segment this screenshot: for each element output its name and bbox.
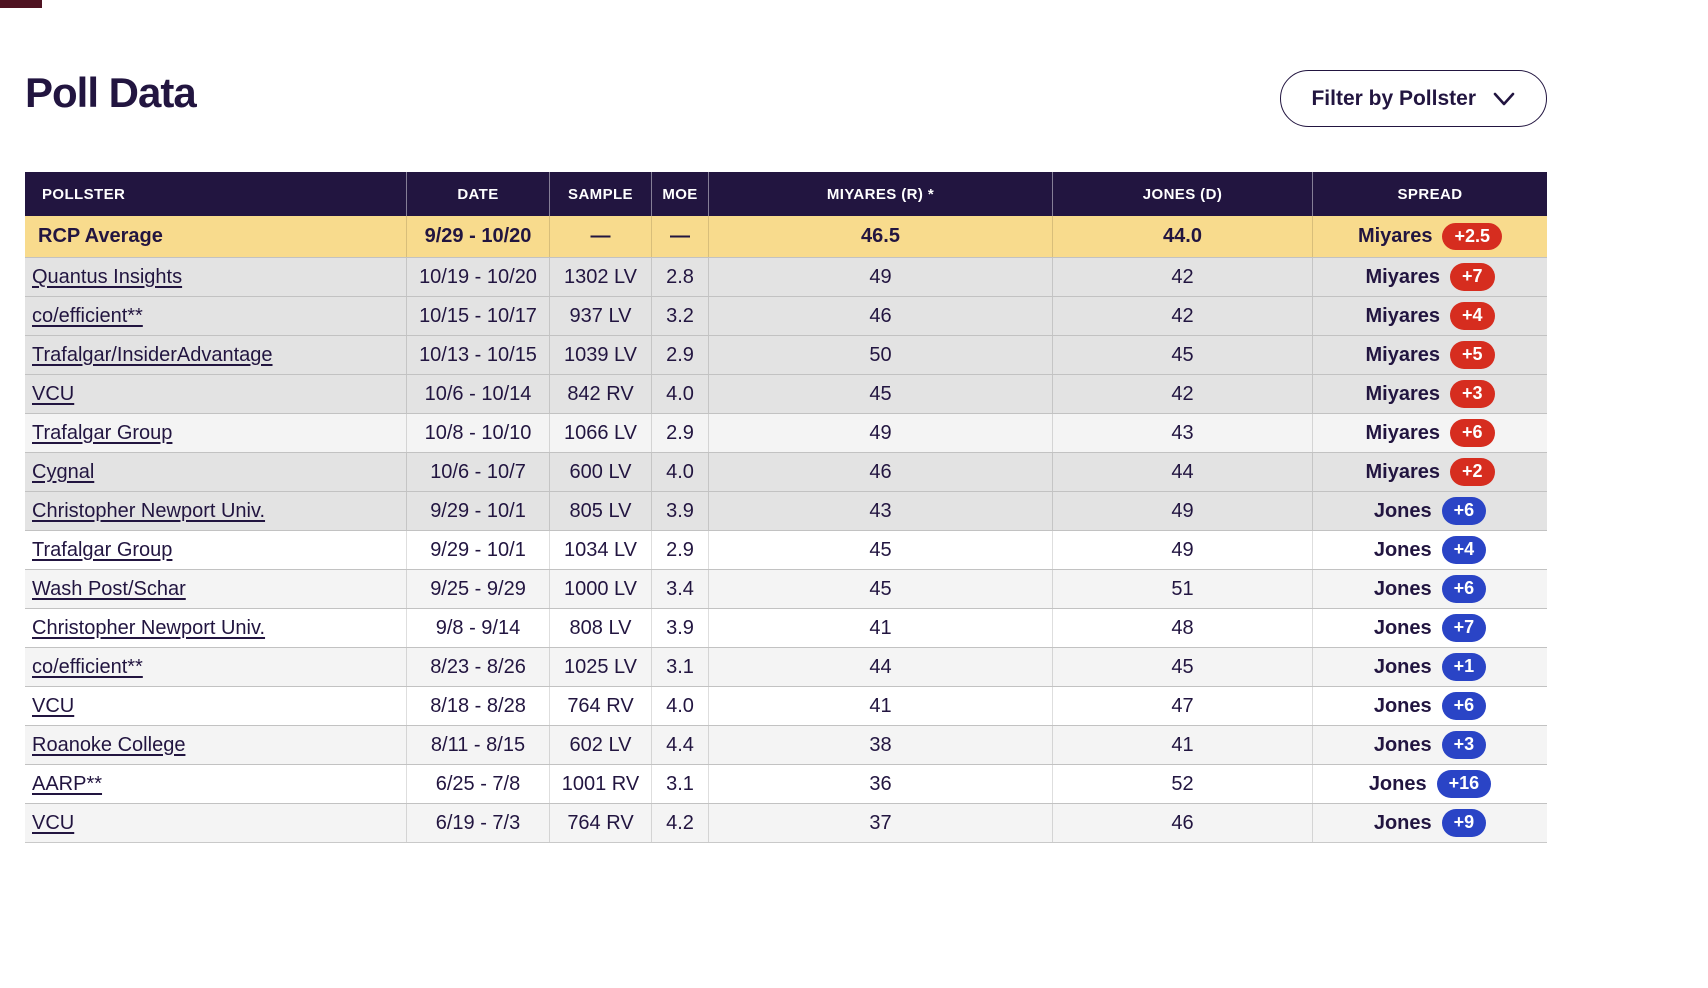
table-row [25, 530, 1547, 569]
pollster-cell [25, 492, 406, 530]
column-header-spread: SPREAD [1312, 172, 1547, 216]
sample-cell: 1025 LV [549, 648, 651, 686]
pollster-link[interactable]: co/efficient** [32, 304, 143, 327]
jones-cell: 42 [1052, 375, 1312, 413]
spread-leader: Jones [1373, 538, 1432, 561]
moe-cell: 3.1 [651, 765, 708, 803]
jones-cell: 49 [1052, 492, 1312, 530]
date-cell: 10/6 - 10/7 [406, 453, 549, 491]
average-date-cell: 9/29 - 10/20 [406, 216, 549, 257]
pollster-cell [25, 453, 406, 491]
miyares-cell: 50 [708, 336, 1052, 374]
spread-cell [1312, 258, 1547, 296]
table-row [25, 491, 1547, 530]
jones-cell: 49 [1052, 531, 1312, 569]
table-row [25, 374, 1547, 413]
table-row [25, 296, 1547, 335]
table-row [25, 569, 1547, 608]
table-row [25, 257, 1547, 296]
sample-cell: 600 LV [549, 453, 651, 491]
spread-leader: Jones [1368, 772, 1427, 795]
sample-cell: 602 LV [549, 726, 651, 764]
pollster-cell [25, 336, 406, 374]
sample-cell: 805 LV [549, 492, 651, 530]
pollster-link[interactable]: VCU [32, 694, 75, 717]
miyares-cell: 45 [708, 531, 1052, 569]
pollster-cell [25, 648, 406, 686]
jones-cell: 52 [1052, 765, 1312, 803]
spread-badge: +6 [1450, 419, 1495, 447]
spread-cell [1312, 297, 1547, 335]
poll-table [25, 172, 1547, 843]
spread-leader: Jones [1373, 655, 1432, 678]
pollster-link[interactable]: Cygnal [32, 460, 95, 483]
filter-button-label: Filter by Pollster [1311, 86, 1476, 110]
date-cell: 9/8 - 9/14 [406, 609, 549, 647]
date-cell: 6/25 - 7/8 [406, 765, 549, 803]
pollster-link[interactable]: Trafalgar/InsiderAdvantage [32, 343, 273, 366]
spread-leader: Miyares [1365, 460, 1440, 483]
moe-cell: 2.9 [651, 531, 708, 569]
moe-cell: 4.0 [651, 687, 708, 725]
moe-cell: 3.1 [651, 648, 708, 686]
sample-cell: 1302 LV [549, 258, 651, 296]
pollster-cell [25, 375, 406, 413]
moe-cell: 3.4 [651, 570, 708, 608]
moe-cell: 3.9 [651, 609, 708, 647]
page-title: Poll Data [25, 69, 196, 116]
table-row [25, 725, 1547, 764]
spread-badge: +16 [1437, 770, 1492, 798]
jones-cell: 42 [1052, 258, 1312, 296]
spread-leader: Miyares [1365, 382, 1440, 405]
spread-leader: Miyares [1357, 225, 1433, 247]
spread-leader: Miyares [1365, 265, 1440, 288]
spread-cell [1312, 336, 1547, 374]
spread-cell [1312, 375, 1547, 413]
spread-badge: +4 [1450, 302, 1495, 330]
jones-cell: 43 [1052, 414, 1312, 452]
spread-badge: +7 [1450, 263, 1495, 291]
average-jones-cell: 44.0 [1052, 216, 1312, 257]
spread-cell [1312, 804, 1547, 842]
page-corner-artifact [0, 0, 42, 8]
miyares-cell: 49 [708, 414, 1052, 452]
sample-cell: 1000 LV [549, 570, 651, 608]
spread-cell [1312, 609, 1547, 647]
pollster-cell [25, 765, 406, 803]
pollster-link[interactable]: VCU [32, 382, 75, 405]
miyares-cell: 44 [708, 648, 1052, 686]
table-row [25, 686, 1547, 725]
miyares-cell: 38 [708, 726, 1052, 764]
table-row [25, 335, 1547, 374]
table-row [25, 452, 1547, 491]
spread-badge: +7 [1442, 614, 1487, 642]
date-cell: 9/29 - 10/1 [406, 531, 549, 569]
moe-cell: 3.2 [651, 297, 708, 335]
pollster-cell [25, 297, 406, 335]
table-row [25, 803, 1547, 842]
sample-cell: 842 RV [549, 375, 651, 413]
average-spread-cell [1312, 216, 1547, 257]
spread-leader: Jones [1373, 694, 1432, 717]
spread-badge: +5 [1450, 341, 1495, 369]
spread-leader: Jones [1373, 733, 1432, 756]
jones-cell: 45 [1052, 648, 1312, 686]
sample-cell: 808 LV [549, 609, 651, 647]
date-cell: 8/23 - 8/26 [406, 648, 549, 686]
miyares-cell: 46 [708, 453, 1052, 491]
jones-cell: 47 [1052, 687, 1312, 725]
spread-leader: Miyares [1365, 343, 1440, 366]
rcp-average-row [25, 216, 1547, 257]
miyares-cell: 45 [708, 375, 1052, 413]
miyares-cell: 37 [708, 804, 1052, 842]
spread-cell [1312, 765, 1547, 803]
sample-cell: 937 LV [549, 297, 651, 335]
miyares-cell: 43 [708, 492, 1052, 530]
table-row [25, 764, 1547, 803]
average-moe-cell: — [651, 216, 708, 257]
miyares-cell: 45 [708, 570, 1052, 608]
spread-badge: +4 [1442, 536, 1487, 564]
spread-badge: +6 [1442, 575, 1487, 603]
date-cell: 6/19 - 7/3 [406, 804, 549, 842]
table-row [25, 647, 1547, 686]
jones-cell: 42 [1052, 297, 1312, 335]
spread-cell [1312, 492, 1547, 530]
jones-cell: 41 [1052, 726, 1312, 764]
moe-cell: 2.9 [651, 336, 708, 374]
spread-badge: +6 [1442, 692, 1487, 720]
spread-cell [1312, 570, 1547, 608]
moe-cell: 4.0 [651, 453, 708, 491]
pollster-cell [25, 531, 406, 569]
pollster-link[interactable]: Trafalgar Group [32, 538, 173, 561]
pollster-link[interactable]: Quantus Insights [32, 265, 183, 288]
pollster-link[interactable]: co/efficient** [32, 655, 143, 678]
spread-leader: Miyares [1365, 304, 1440, 327]
spread-leader: Jones [1373, 811, 1432, 834]
spread-badge: +9 [1442, 809, 1487, 837]
pollster-link[interactable]: Trafalgar Group [32, 421, 173, 444]
miyares-cell: 41 [708, 687, 1052, 725]
jones-cell: 48 [1052, 609, 1312, 647]
spread-cell [1312, 414, 1547, 452]
date-cell: 10/15 - 10/17 [406, 297, 549, 335]
spread-cell [1312, 531, 1547, 569]
date-cell: 10/13 - 10/15 [406, 336, 549, 374]
spread-badge: +6 [1442, 497, 1487, 525]
miyares-cell: 41 [708, 609, 1052, 647]
moe-cell: 2.8 [651, 258, 708, 296]
pollster-cell [25, 726, 406, 764]
spread-badge: +1 [1442, 653, 1487, 681]
spread-leader: Jones [1373, 499, 1432, 522]
sample-cell: 1039 LV [549, 336, 651, 374]
sample-cell: 1066 LV [549, 414, 651, 452]
date-cell: 10/6 - 10/14 [406, 375, 549, 413]
spread-badge: +3 [1450, 380, 1495, 408]
pollster-cell [25, 609, 406, 647]
moe-cell: 4.2 [651, 804, 708, 842]
pollster-link[interactable]: AARP** [32, 772, 103, 795]
spread-badge: +2 [1450, 458, 1495, 486]
average-sample-cell: — [549, 216, 651, 257]
date-cell: 8/18 - 8/28 [406, 687, 549, 725]
table-row [25, 608, 1547, 647]
average-miyares-cell: 46.5 [708, 216, 1052, 257]
column-header-moe: MOE [651, 172, 708, 216]
page-header [25, 70, 1547, 127]
date-cell: 10/8 - 10/10 [406, 414, 549, 452]
moe-cell: 2.9 [651, 414, 708, 452]
column-header-jones: JONES (D) [1052, 172, 1312, 216]
table-body [25, 257, 1547, 842]
date-cell: 10/19 - 10/20 [406, 258, 549, 296]
column-header-date: DATE [406, 172, 549, 216]
pollster-cell [25, 687, 406, 725]
pollster-link[interactable]: Roanoke College [32, 733, 186, 756]
pollster-link[interactable]: Wash Post/Schar [32, 577, 186, 600]
pollster-link[interactable]: Christopher Newport Univ. [32, 616, 266, 639]
sample-cell: 1034 LV [549, 531, 651, 569]
moe-cell: 4.0 [651, 375, 708, 413]
pollster-cell [25, 570, 406, 608]
spread-cell [1312, 687, 1547, 725]
pollster-cell [25, 414, 406, 452]
average-pollster-cell: RCP Average [38, 225, 163, 247]
jones-cell: 45 [1052, 336, 1312, 374]
spread-cell [1312, 648, 1547, 686]
spread-cell [1312, 453, 1547, 491]
date-cell: 9/25 - 9/29 [406, 570, 549, 608]
pollster-link[interactable]: VCU [32, 811, 75, 834]
sample-cell: 764 RV [549, 687, 651, 725]
chevron-down-icon [1492, 91, 1516, 107]
jones-cell: 44 [1052, 453, 1312, 491]
pollster-cell [25, 258, 406, 296]
pollster-cell [25, 804, 406, 842]
moe-cell: 3.9 [651, 492, 708, 530]
column-header-miyares: MIYARES (R) * [708, 172, 1052, 216]
spread-badge: +2.5 [1442, 223, 1502, 251]
spread-cell [1312, 726, 1547, 764]
moe-cell: 4.4 [651, 726, 708, 764]
jones-cell: 46 [1052, 804, 1312, 842]
date-cell: 9/29 - 10/1 [406, 492, 549, 530]
filter-by-pollster-button[interactable] [1280, 70, 1547, 127]
pollster-link[interactable]: Christopher Newport Univ. [32, 499, 266, 522]
spread-leader: Jones [1373, 577, 1432, 600]
miyares-cell: 36 [708, 765, 1052, 803]
table-row [25, 413, 1547, 452]
sample-cell: 1001 RV [549, 765, 651, 803]
spread-leader: Jones [1373, 616, 1432, 639]
column-header-sample: SAMPLE [549, 172, 651, 216]
date-cell: 8/11 - 8/15 [406, 726, 549, 764]
miyares-cell: 49 [708, 258, 1052, 296]
spread-badge: +3 [1442, 731, 1487, 759]
sample-cell: 764 RV [549, 804, 651, 842]
spread-leader: Miyares [1365, 421, 1440, 444]
column-header-pollster: POLLSTER [42, 185, 126, 203]
miyares-cell: 46 [708, 297, 1052, 335]
table-header-row [25, 172, 1547, 216]
jones-cell: 51 [1052, 570, 1312, 608]
